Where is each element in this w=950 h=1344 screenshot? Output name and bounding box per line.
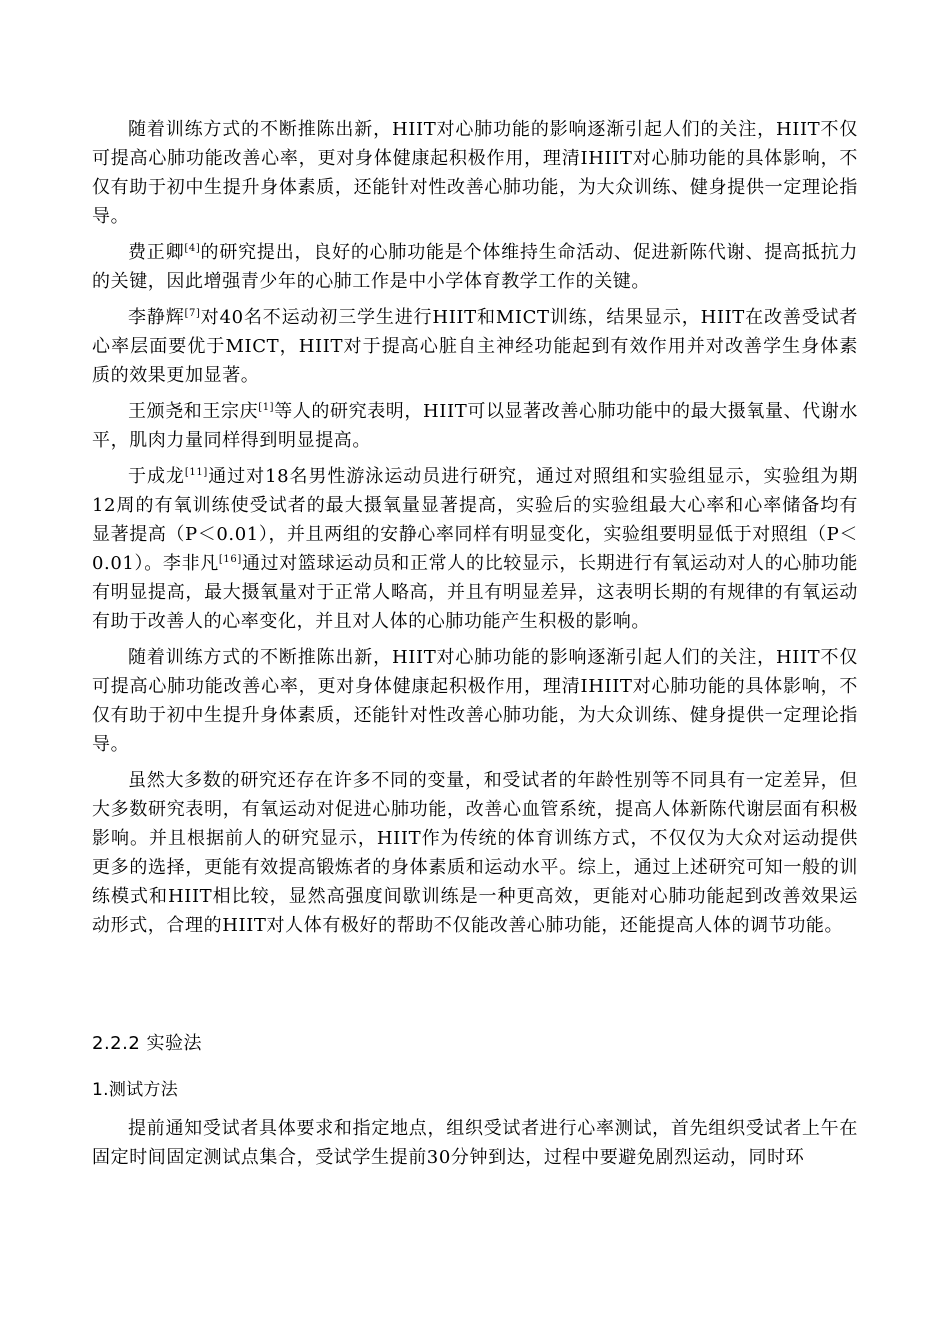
paragraph-3: [92, 303, 858, 390]
paragraph-text: 等人的研究表明，HIIT可以显著改善心肺功能中的最大摄氧量、代谢水平，肌肉力量同样得到明显提高。: [92, 401, 858, 451]
paragraph-1: 随着训练方式的不断推陈出新，HIIT对心肺功能的影响逐渐引起人们的关注，HIIT不仅可提高心肺功能改善心率，更对身体健康起积极作用，理清IHIIT对心肺功能的具体影响，不仅有助于初中生提升身体素质，还能针对性改善心肺功能，为大众训练、健身提供一定理论指导。: [92, 119, 858, 227]
citation-ref: [4]: [184, 243, 201, 254]
subsection-heading: 1.测试方法: [92, 1080, 179, 1100]
citation-ref: [11]: [184, 467, 208, 478]
section-heading: 2.2.2 实验法: [92, 1033, 203, 1054]
paragraph-final: 提前通知受试者具体要求和指定地点，组织受试者进行心率测试，首先组织受试者上午在固定时间固定测试点集合，受试学生提前30分钟到达，过程中要避免剧烈运动，同时环: [92, 1118, 858, 1168]
author-name: 李静辉: [128, 307, 185, 328]
paragraph-6: 随着训练方式的不断推陈出新，HIIT对心肺功能的影响逐渐引起人们的关注，HIIT不仅可提高心肺功能改善心率，更对身体健康起积极作用，理清IHIIT对心肺功能的具体影响，不仅有助于初中生提升身体素质，还能针对性改善心肺功能，为大众训练、健身提供一定理论指导。: [92, 647, 858, 755]
paragraph-7: 虽然大多数的研究还存在许多不同的变量，和受试者的年龄性别等不同具有一定差异，但大多数研究表明，有氧运动对促进心肺功能，改善心血管系统，提高人体新陈代谢层面有积极影响。并且根据前人的研究显示，HIIT作为传统的体育训练方式，不仅仅为大众对运动提供更多的选择，更能有效提高锻炼者的身体素质和运动水平。综上，通过上述研究可知一般的训练模式和HIIT相比较，显然高强度间歇训练是一种更高效，更能对心肺功能起到改善效果运动形式，合理的HIIT对人体有极好的帮助不仅能改善心肺功能，还能提高人体的调节功能。: [92, 770, 858, 936]
author-name: 王颁尧和王宗庆: [128, 401, 259, 422]
paragraph-4: [92, 397, 858, 455]
paragraph-5: [92, 462, 858, 636]
author-name: 费正卿: [128, 242, 185, 263]
citation-ref: [1]: [258, 402, 275, 413]
section-spacer: [92, 947, 858, 1029]
author-name: 于成龙: [128, 466, 185, 487]
paragraph-text: 通过对篮球运动员和正常人的比较显示，长期进行有氧运动对人的心肺功能有明显提高，最大摄氧量对于正常人略高，并且有明显差异，这表明长期的有规律的有氧运动有助于改善人的心率变化，并且对人体的心肺功能产生积极的影响。: [92, 553, 858, 632]
paragraph-text: 通过对18名男性游泳运动员进行研究，通过对照组和实验组显示，实验组为期12周的有氧训练使受试者的最大摄氧量显著提高，实验后的实验组最大心率和心率储备均有显著提高（P＜0.01），并且两组的安静心率同样有明显变化，实验组要明显低于对照组（P＜0.01）。李非凡: [92, 466, 858, 574]
paragraph-2: [92, 238, 858, 296]
paragraph-text: 的研究提出，良好的心肺功能是个体维持生命活动、促进新陈代谢、提高抵抗力的关键，因此增强青少年的心肺工作是中小学体育教学工作的关键。: [92, 242, 858, 292]
paragraph-text: 对40名不运动初三学生进行HIIT和MICT训练，结果显示，HIIT在改善受试者心率层面要优于MICT，HIIT对于提高心脏自主神经功能起到有效作用并对改善学生身体素质的效果更加显著。: [92, 307, 858, 386]
citation-ref: [16]: [218, 554, 242, 565]
citation-ref: [7]: [184, 308, 201, 319]
